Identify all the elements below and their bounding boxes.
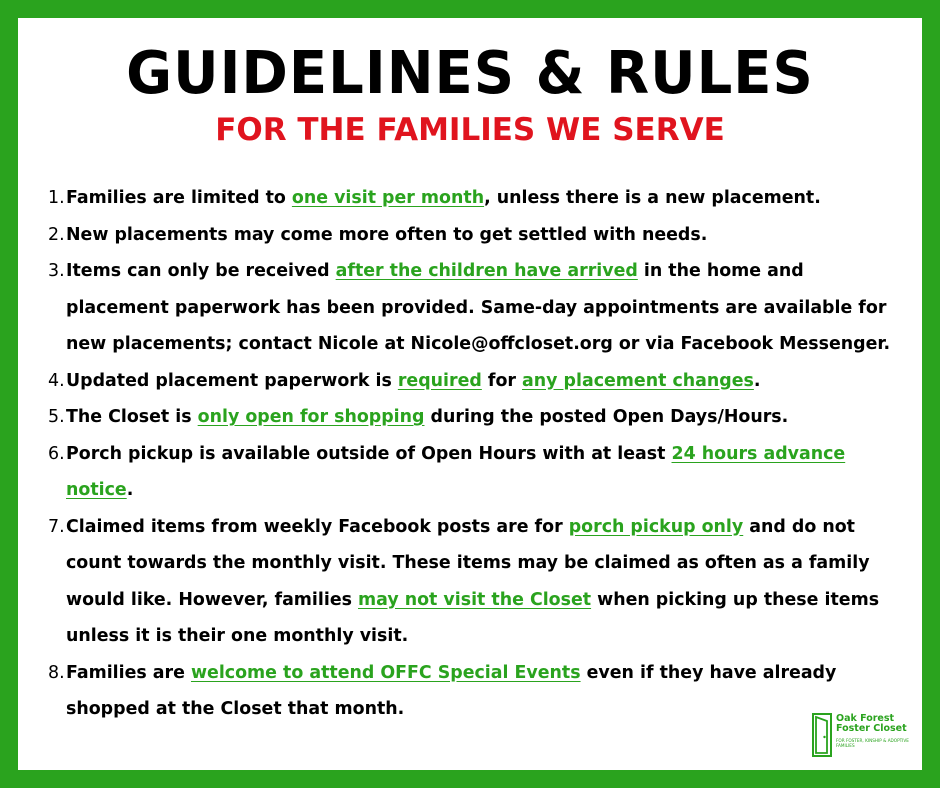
rules-list bbox=[48, 180, 908, 728]
rule-text-segment: , unless there is a new placement. bbox=[484, 188, 821, 208]
highlighted-phrase: welcome to attend OFFC Special Events bbox=[190, 662, 581, 683]
rule-text bbox=[66, 225, 707, 245]
rule-text bbox=[66, 261, 890, 354]
highlighted-phrase: only open for shopping bbox=[197, 407, 425, 427]
rule-number: 3. bbox=[48, 261, 65, 281]
rule-text-segment: The Closet is bbox=[66, 407, 198, 427]
rule-number: 6. bbox=[48, 443, 65, 464]
rule-number: 8. bbox=[48, 662, 65, 683]
logo-tagline: FOR FOSTER, KINSHIP & ADOPTIVE FAMILIES bbox=[836, 738, 909, 748]
rule-text bbox=[66, 407, 788, 427]
rule-item bbox=[48, 436, 908, 509]
highlighted-phrase: any placement changes bbox=[522, 370, 754, 391]
rule-item bbox=[48, 253, 908, 363]
door-icon bbox=[812, 713, 832, 757]
rule-text-segment: in the home and placement paperwork has been provided. Same-day appointments are available for new placements; contact Nicole at Nicole@offcloset.org or via Facebook Messenger. bbox=[66, 261, 891, 354]
rule-number: 7. bbox=[48, 516, 65, 537]
rule-text-segment: and do not count towards the monthly visit. These items may be claimed as often as a family would like. However, families bbox=[66, 516, 870, 610]
rule-text bbox=[66, 371, 760, 391]
rule-item bbox=[48, 655, 908, 728]
rule-number: 1. bbox=[48, 188, 65, 208]
rule-text-segment: Families are bbox=[66, 662, 191, 683]
page-subtitle: FOR THE FAMILIES WE SERVE bbox=[215, 112, 725, 148]
highlighted-phrase: one visit per month bbox=[291, 188, 485, 208]
rule-item bbox=[48, 180, 908, 217]
rule-number: 2. bbox=[48, 224, 65, 245]
rule-text-segment: Families are limited to bbox=[66, 188, 292, 208]
rule-text-segment: even if they have already shopped at the Closet that month. bbox=[66, 662, 837, 719]
rule-text-segment: Porch pickup is available outside of Open Hours with at least bbox=[66, 443, 672, 464]
rule-text bbox=[66, 188, 821, 208]
rule-text-segment: Items can only be received bbox=[66, 261, 336, 281]
highlighted-phrase: porch pickup only bbox=[568, 516, 744, 537]
rule-text-segment: . bbox=[753, 370, 761, 391]
rule-text-segment: when picking up these items unless it is their one monthly visit. bbox=[66, 589, 880, 646]
highlighted-phrase: may not visit the Closet bbox=[358, 589, 592, 610]
rule-text-segment: Updated placement paperwork is bbox=[66, 370, 398, 391]
rule-item bbox=[48, 217, 908, 254]
rule-text bbox=[66, 663, 836, 720]
rule-text-segment: during the posted Open Days/Hours. bbox=[424, 407, 789, 427]
content-panel bbox=[18, 18, 922, 770]
highlighted-phrase: 24 hours advance notice bbox=[66, 443, 846, 500]
rule-text bbox=[66, 444, 845, 501]
page-title: GUIDELINES & RULES bbox=[126, 39, 814, 108]
highlighted-phrase: required bbox=[397, 370, 482, 391]
rule-text-segment: Claimed items from weekly Facebook posts are for bbox=[66, 516, 569, 537]
rule-text-segment: New placements may come more often to get settled with needs. bbox=[66, 224, 708, 245]
rule-item bbox=[48, 399, 908, 436]
rule-number: 5. bbox=[48, 407, 65, 427]
logo-name: Oak Forest Foster Closet bbox=[836, 713, 907, 734]
rule-item bbox=[48, 363, 908, 400]
rule-item bbox=[48, 509, 908, 655]
highlighted-phrase: after the children have arrived bbox=[335, 261, 638, 281]
rule-number: 4. bbox=[48, 370, 65, 391]
logo bbox=[812, 713, 912, 757]
rule-text-segment: for bbox=[481, 370, 523, 391]
rule-text bbox=[66, 517, 879, 647]
rule-text-segment: . bbox=[126, 480, 134, 500]
